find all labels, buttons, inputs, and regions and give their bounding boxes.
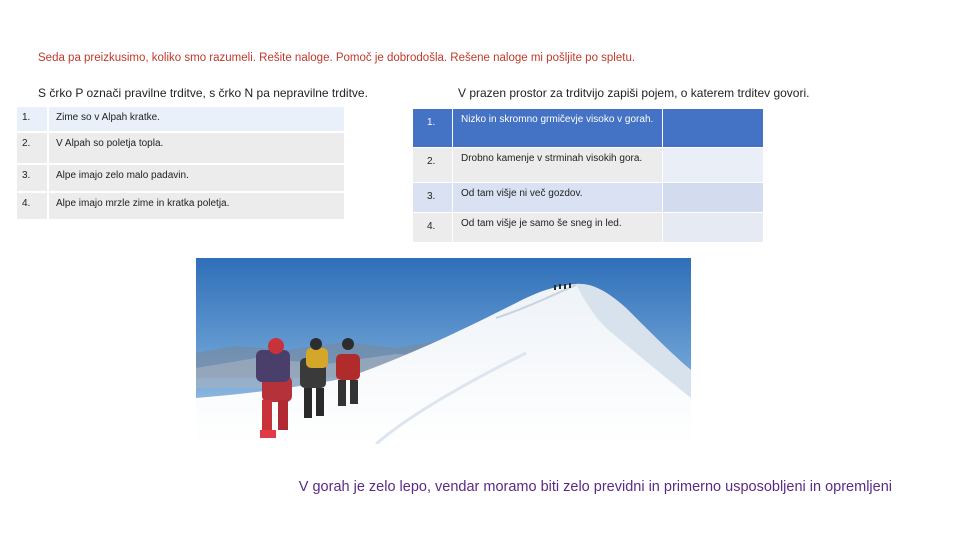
instruction-text: Seda pa preizkusimo, koliko smo razumeli. Rešite naloge. Pomoč je dobrodošla. Rešene naloge mi pošljite po spletu. (38, 52, 636, 64)
row-number: 2. (16, 132, 48, 164)
statement-text: Alpe imajo mrzle zime in kratka poletja. (48, 192, 345, 220)
statement-text: Zime so v Alpah kratke. (48, 106, 345, 132)
true-false-table (15, 105, 346, 221)
statement-text: Alpe imajo zelo malo padavin. (48, 164, 345, 192)
table-row (16, 132, 345, 164)
row-number: 3. (16, 164, 48, 192)
table-row (413, 148, 764, 183)
caption-text: V gorah je zelo lepo, vendar moramo biti zelo previdni in primerno usposobljeni in opremljeni (298, 479, 892, 495)
row-number: 1. (16, 106, 48, 132)
mountain-climbers-photo (196, 258, 691, 444)
concept-table (412, 108, 764, 243)
statement-text: Drobno kamenje v strminah visokih gora. (453, 148, 663, 183)
answer-cell[interactable] (663, 183, 764, 213)
table-row (16, 106, 345, 132)
row-number: 2. (413, 148, 453, 183)
row-number: 3. (413, 183, 453, 213)
table-row (413, 183, 764, 213)
statement-text: Od tam višje je samo še sneg in led. (453, 213, 663, 243)
right-task-heading: V prazen prostor za trditvijo zapiši pojem, o katerem trditev govori. (458, 86, 810, 100)
statement-text: Od tam višje ni več gozdov. (453, 183, 663, 213)
row-number: 1. (413, 109, 453, 148)
row-number: 4. (413, 213, 453, 243)
statement-text: Nizko in skromno grmičevje visoko v gorah. (453, 109, 663, 148)
table-row (413, 109, 764, 148)
statement-text: V Alpah so poletja topla. (48, 132, 345, 164)
answer-cell[interactable] (663, 109, 764, 148)
table-row (16, 164, 345, 192)
table-row (16, 192, 345, 220)
answer-cell[interactable] (663, 148, 764, 183)
table-row (413, 213, 764, 243)
row-number: 4. (16, 192, 48, 220)
answer-cell[interactable] (663, 213, 764, 243)
left-task-heading: S črko P označi pravilne trditve, s črko N pa nepravilne trditve. (38, 86, 368, 100)
